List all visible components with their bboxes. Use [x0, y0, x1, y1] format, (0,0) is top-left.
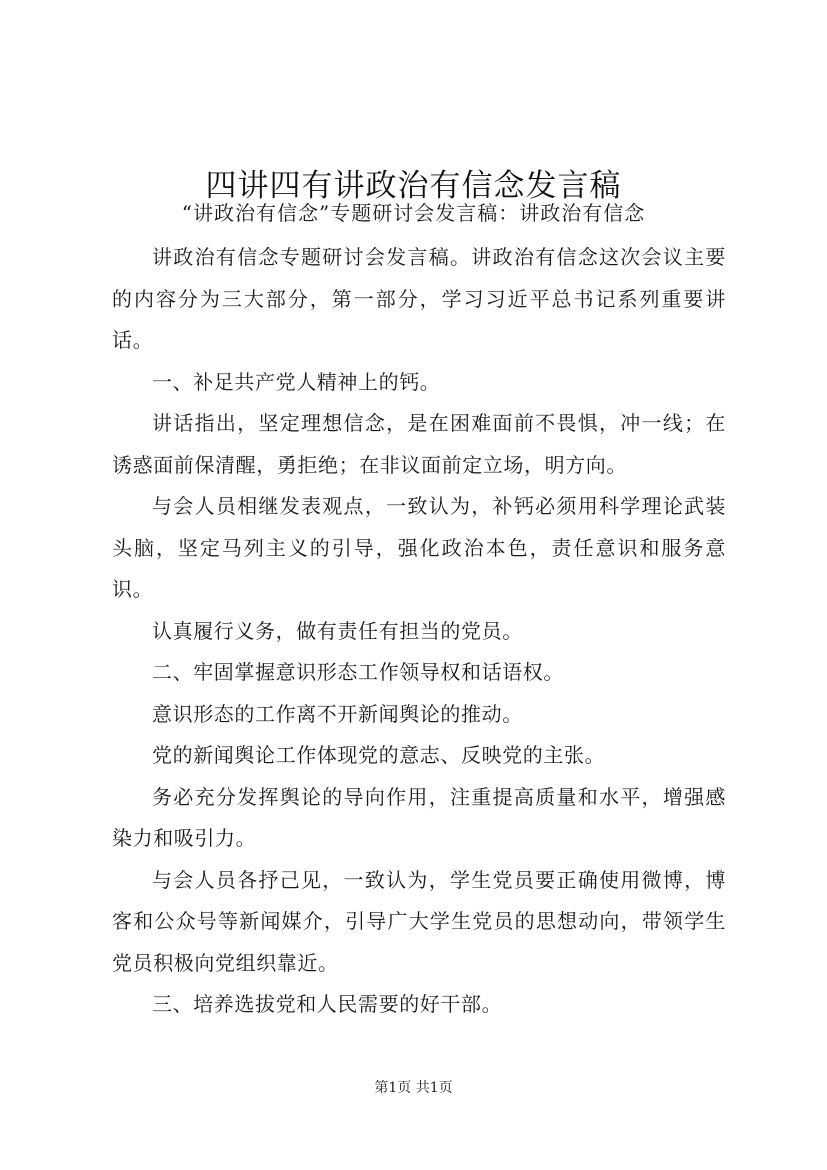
page-number-footer: 第1页 共1页 [374, 1080, 453, 1096]
document-title: 四讲四有讲政治有信念发言稿 [205, 167, 622, 204]
document-body [112, 237, 726, 1026]
section-heading: 一、补足共产党人精神上的钙。 [152, 369, 441, 394]
paragraph: 意识形态的工作离不开新闻舆论的推动。 [152, 701, 523, 726]
paragraph: 认真履行义务，做有责任有担当的党员。 [152, 618, 523, 643]
paragraph: 与会人员各抒己见，一致认为，学生党员要正确使用微博，博客和公众号等新闻媒介，引导广大学生党员的思想动向，带领学生党员积极向党组织靠近。 [112, 867, 726, 975]
paragraph: 党的新闻舆论工作体现党的意志、反映党的主张。 [152, 743, 606, 767]
paragraph: 讲政治有信念专题研讨会发言稿。讲政治有信念这次会议主要的内容分为三大部分，第一部分，学习习近平总书记系列重要讲话。 [112, 245, 726, 352]
paragraph: 务必充分发挥舆论的导向作用，注重提高质量和水平，增强感染力和吸引力。 [112, 784, 726, 850]
document-subtitle: “讲政治有信念”专题研讨会发言稿：讲政治有信念 [181, 201, 646, 225]
section-heading: 二、牢固掌握意识形态工作领导权和话语权。 [152, 660, 564, 684]
paragraph: 讲话指出，坚定理想信念，是在困难面前不畏惧，冲一线；在诱惑面前保清醒，勇拒绝；在非议面前定立场，明方向。 [112, 411, 726, 477]
paragraph: 与会人员相继发表观点，一致认为，补钙必须用科学理论武装头脑，坚定马列主义的引导，强化政治本色，责任意识和服务意识。 [112, 494, 726, 601]
section-heading: 三、培养选拔党和人民需要的好干部。 [152, 992, 503, 1016]
